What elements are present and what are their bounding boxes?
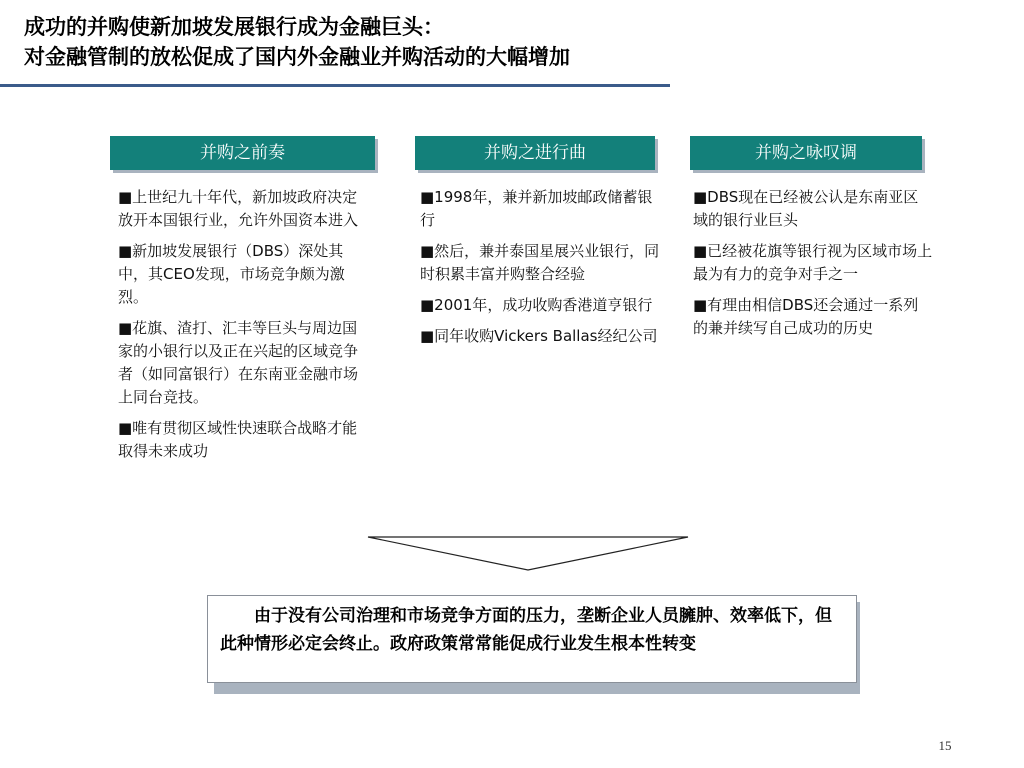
list-item: ■已经被花旗等银行视为区域市场上最为有力的竞争对手之一 bbox=[693, 242, 933, 283]
list-item: ■DBS现在已经被公认是东南亚区域的银行业巨头 bbox=[693, 188, 919, 229]
slide-title bbox=[24, 12, 884, 72]
conclusion-text: 由于没有公司治理和市场竞争方面的压力，垄断企业人员臃肿、效率低下，但此种情形必定会终止。政府政策常常能促成行业发生根本性转变 bbox=[220, 606, 832, 654]
page-number: 15 bbox=[938, 738, 952, 753]
column-body-prelude bbox=[118, 186, 368, 471]
column-body-aria bbox=[693, 186, 933, 348]
column-body-progress bbox=[420, 186, 660, 356]
list-item: ■同年收购Vickers Ballas经纪公司 bbox=[420, 327, 658, 345]
conclusion-callout bbox=[207, 595, 857, 683]
list-item: ■2001年，成功收购香港道亨银行 bbox=[420, 296, 653, 314]
column-header-progress: 并购之进行曲 bbox=[415, 136, 655, 170]
down-arrow-icon bbox=[366, 534, 690, 574]
list-item: ■新加坡发展银行（DBS）深处其中，其CEO发现，市场竞争颇为激烈。 bbox=[118, 242, 345, 306]
column-header-aria: 并购之咏叹调 bbox=[690, 136, 922, 170]
list-item: ■1998年，兼并新加坡邮政储蓄银行 bbox=[420, 188, 653, 229]
list-item: ■然后，兼并泰国星展兴业银行，同时积累丰富并购整合经验 bbox=[420, 242, 660, 283]
list-item: ■上世纪九十年代，新加坡政府决定放开本国银行业，允许外国资本进入 bbox=[118, 188, 359, 229]
slide-title-line1: 成功的并购使新加坡发展银行成为金融巨头： bbox=[24, 15, 444, 39]
list-item: ■有理由相信DBS还会通过一系列的兼并续写自己成功的历史 bbox=[693, 296, 919, 337]
list-item: ■唯有贯彻区域性快速联合战略才能取得未来成功 bbox=[118, 419, 358, 460]
title-divider bbox=[0, 84, 670, 87]
slide-title-line2: 对金融管制的放松促成了国内外金融业并购活动的大幅增加 bbox=[24, 45, 570, 69]
column-header-prelude: 并购之前奏 bbox=[110, 136, 375, 170]
list-item: ■花旗、渣打、汇丰等巨头与周边国家的小银行以及正在兴起的区域竞争者（如同富银行）在东南亚金融市场上同台竞技。 bbox=[118, 319, 359, 406]
